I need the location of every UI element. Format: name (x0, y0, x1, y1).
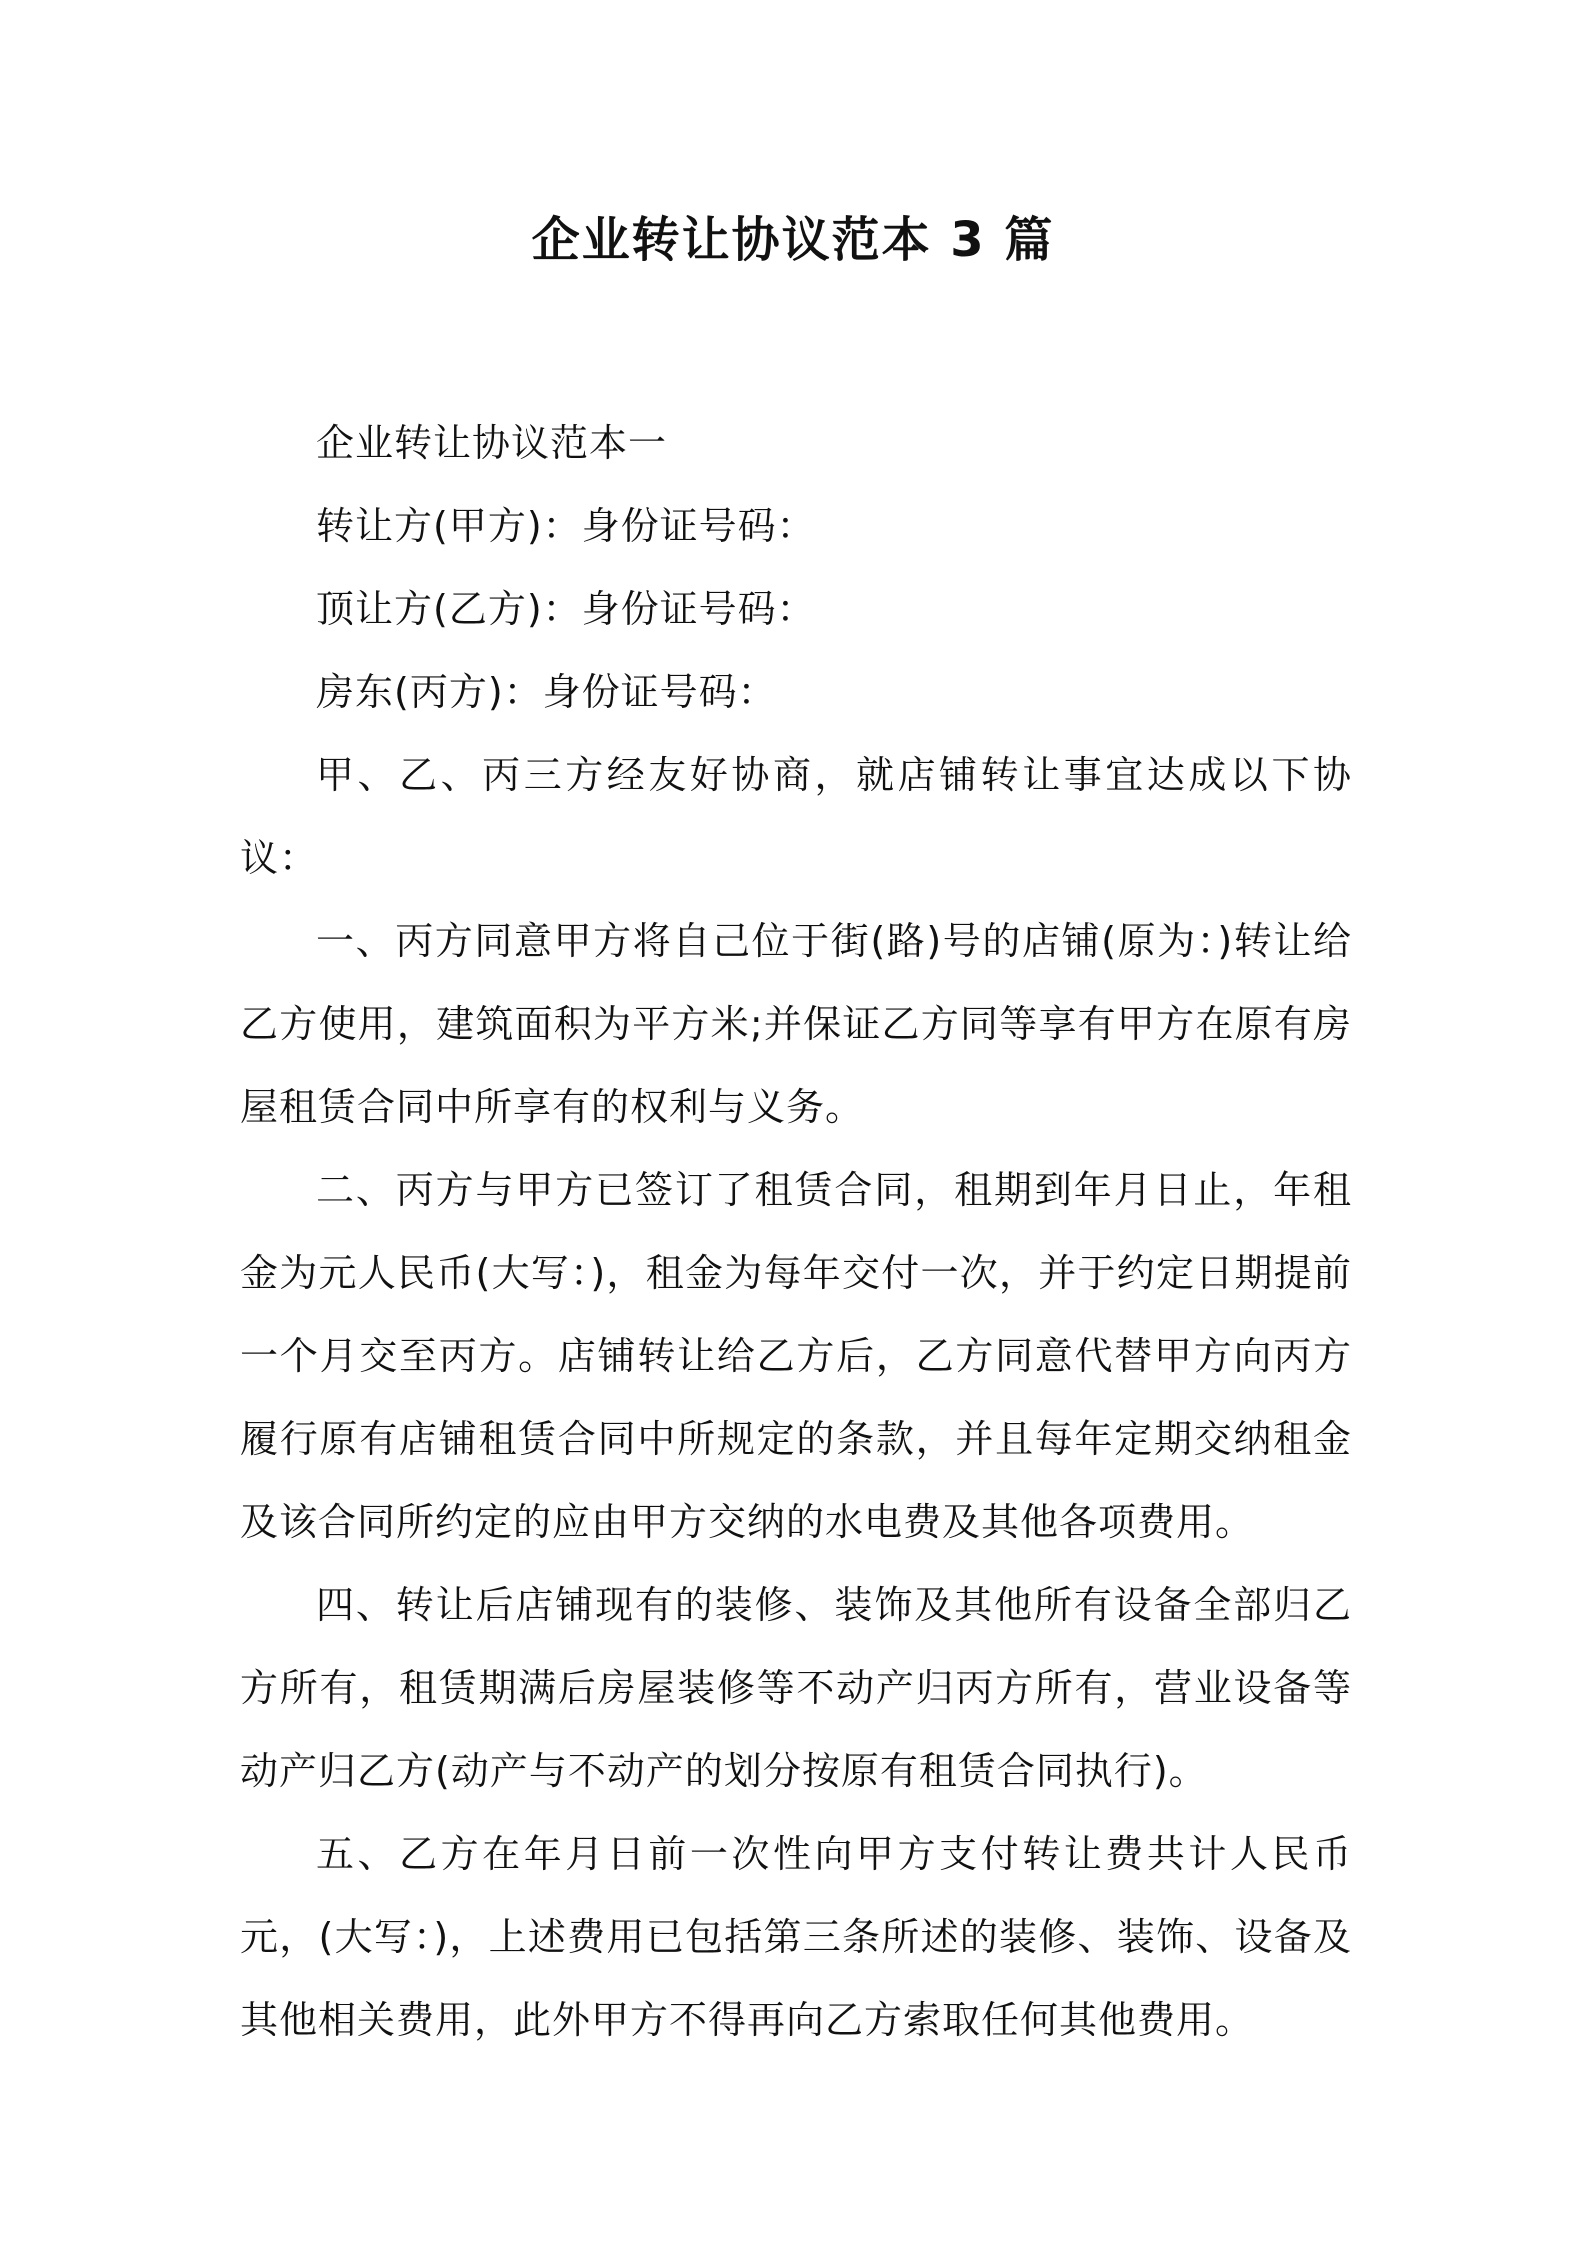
clause-five: 五、乙方在年月日前一次性向甲方支付转让费共计人民币元，(大写：)，上述费用已包括第三条所述的装修、装饰、设备及其他相关费用，此外甲方不得再向乙方索取任何其他费用。 (240, 1832, 1352, 2042)
party-c-line: 房东(丙方)：身份证号码： (316, 670, 777, 714)
clause-two: 二、丙方与甲方已签订了租赁合同，租期到年月日止，年租金为元人民币(大写：)，租金为每年交付一次，并于约定日期提前一个月交至丙方。店铺转让给乙方后，乙方同意代替甲方向丙方履行原有店铺租赁合同中所规定的条款，并且每年定期交纳租金及该合同所约定的应由甲方交纳的水电费及其他各项费用。 (240, 1168, 1352, 1544)
clause-four: 四、转让后店铺现有的装修、装饰及其他所有设备全部归乙方所有，租赁期满后房屋装修等不动产归丙方所有，营业设备等动产归乙方(动产与不动产的划分按原有租赁合同执行)。 (240, 1583, 1352, 1793)
document-title: 企业转让协议范本 3 篇 (531, 212, 1055, 268)
agreement-intro: 甲、乙、丙三方经友好协商，就店铺转让事宜达成以下协议： (240, 753, 1352, 880)
section-heading: 企业转让协议范本一 (316, 421, 668, 465)
party-b-line: 顶让方(乙方)：身份证号码： (316, 587, 816, 631)
clause-one: 一、丙方同意甲方将自己位于街(路)号的店铺(原为：)转让给乙方使用，建筑面积为平方米;并保证乙方同等享有甲方在原有房屋租赁合同中所享有的权利与义务。 (240, 919, 1352, 1129)
document-body (240, 402, 1352, 2062)
party-a-line: 转让方(甲方)：身份证号码： (316, 504, 816, 548)
